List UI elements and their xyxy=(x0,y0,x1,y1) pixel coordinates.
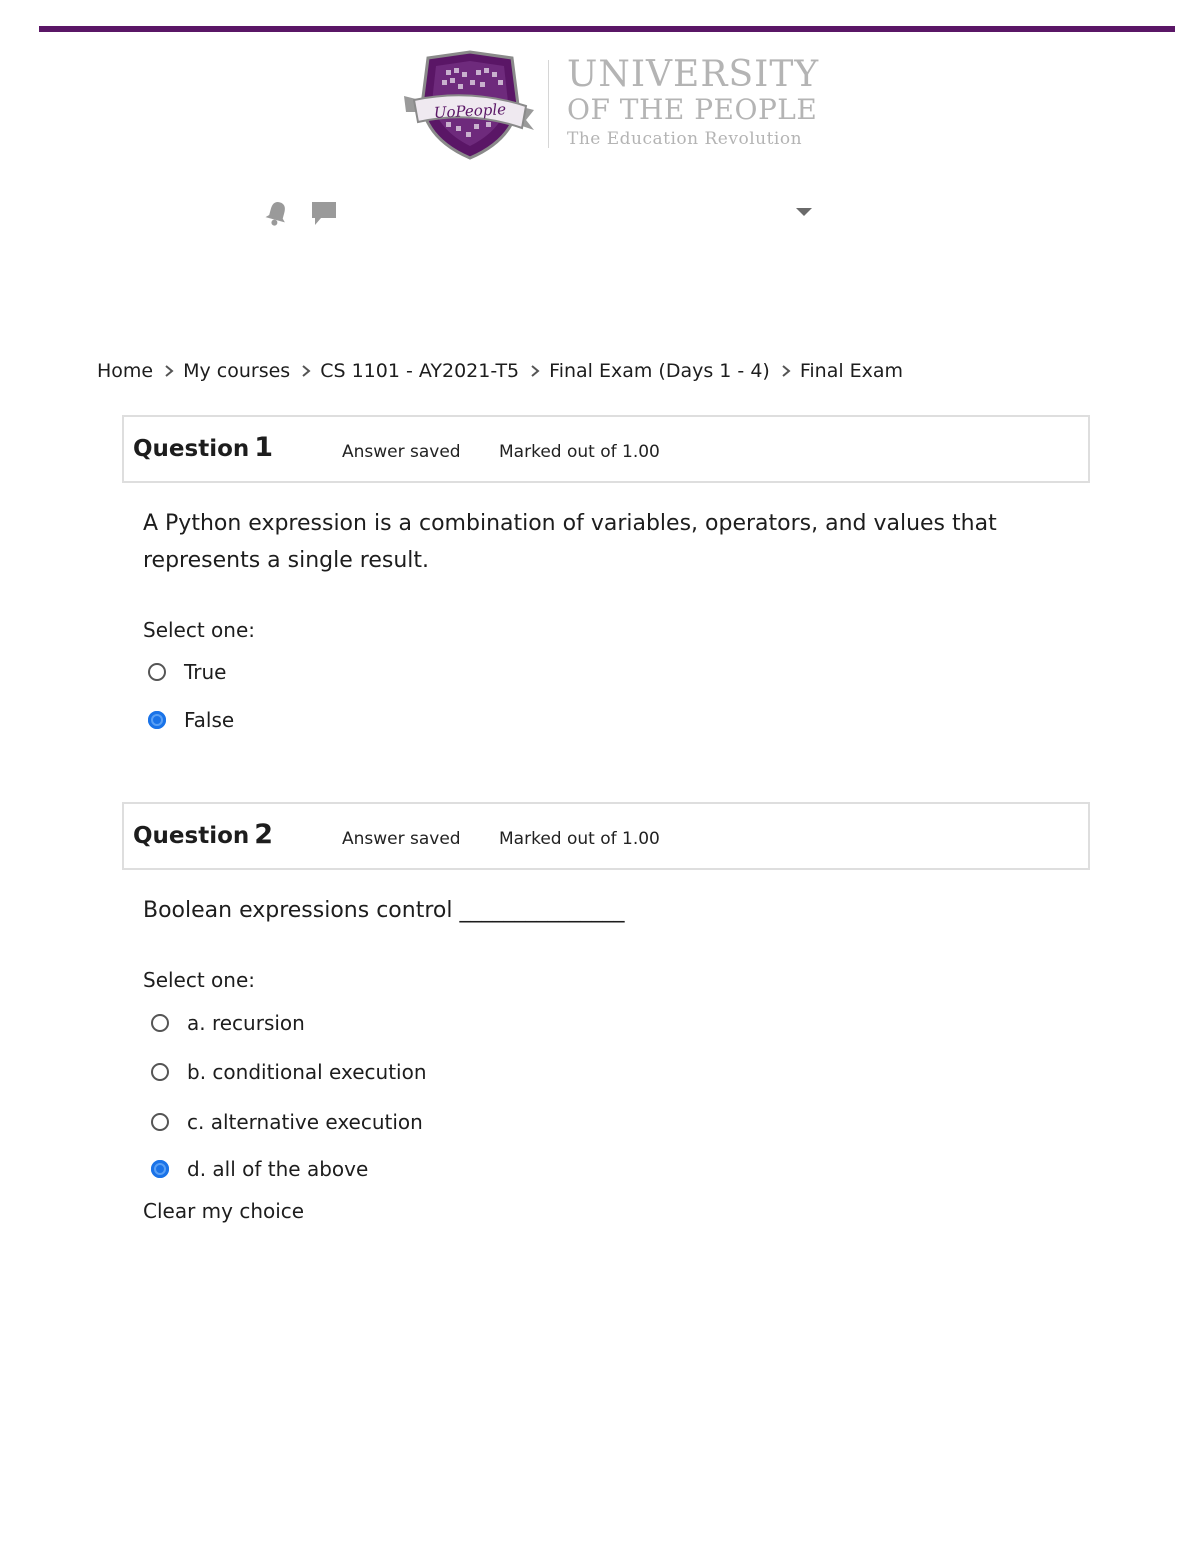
chevron-right-icon xyxy=(299,364,313,378)
question-1-grade: Marked out of 1.00 xyxy=(499,442,660,462)
radio-button[interactable] xyxy=(148,663,166,681)
logo-divider xyxy=(548,60,549,148)
question-1-text: A Python expression is a combination of variables, operators, and values that represents a single result. xyxy=(143,511,997,573)
caret-down-icon[interactable] xyxy=(795,206,813,218)
breadcrumb-final-exam[interactable]: Final Exam xyxy=(799,360,904,382)
breadcrumb-course[interactable]: CS 1101 - AY2021-T5 xyxy=(320,360,520,382)
question-1-option-false[interactable] xyxy=(148,708,234,732)
clear-my-choice-link[interactable]: Clear my choice xyxy=(143,1199,305,1223)
breadcrumb-home[interactable]: Home xyxy=(97,360,154,382)
site-logo[interactable] xyxy=(400,50,820,162)
logo-wordmark xyxy=(567,56,819,152)
question-label: Question xyxy=(133,436,250,462)
uopeople-shield-logo xyxy=(400,50,538,160)
chevron-right-icon xyxy=(528,364,542,378)
breadcrumb xyxy=(97,360,903,382)
question-1-state: Answer saved xyxy=(342,442,461,462)
option-label: b. conditional execution xyxy=(187,1060,427,1084)
radio-button[interactable] xyxy=(151,1014,169,1032)
question-1-option-true[interactable] xyxy=(148,660,226,684)
question-number: 2 xyxy=(254,819,274,850)
question-2-option-d[interactable] xyxy=(151,1157,368,1181)
radio-button[interactable] xyxy=(151,1063,169,1081)
chevron-right-icon xyxy=(162,364,176,378)
breadcrumb-my-courses[interactable]: My courses xyxy=(183,360,291,382)
question-2-info xyxy=(122,802,1090,870)
question-2-option-b[interactable] xyxy=(151,1060,427,1084)
question-2-prompt: Select one: xyxy=(143,968,256,992)
logo-tagline: The Education Revolution xyxy=(567,129,803,149)
option-label: c. alternative execution xyxy=(187,1110,423,1134)
question-1-title xyxy=(133,432,273,463)
top-accent-bar xyxy=(39,26,1175,32)
question-2-option-c[interactable] xyxy=(151,1110,423,1134)
option-label: d. all of the above xyxy=(187,1157,369,1181)
option-label: a. recursion xyxy=(187,1011,305,1035)
bell-icon[interactable] xyxy=(262,198,292,228)
logo-line-university: UNIVERSITY xyxy=(567,54,820,95)
question-label: Question xyxy=(133,823,250,849)
question-2-grade: Marked out of 1.00 xyxy=(499,829,660,849)
question-2-text: Boolean expressions control _______________ xyxy=(143,898,625,923)
shield-logo-text: UoPeople xyxy=(433,100,507,122)
question-1-info xyxy=(122,415,1090,483)
radio-button[interactable] xyxy=(151,1113,169,1131)
question-2-state: Answer saved xyxy=(342,829,461,849)
option-label: False xyxy=(184,708,235,732)
chevron-right-icon xyxy=(779,364,793,378)
question-2-title xyxy=(133,819,273,850)
breadcrumb-exam-section[interactable]: Final Exam (Days 1 - 4) xyxy=(549,360,770,382)
logo-line-of-the-people: OF THE PEOPLE xyxy=(567,93,818,126)
question-1-prompt: Select one: xyxy=(143,618,256,642)
chat-icon[interactable] xyxy=(309,198,339,228)
question-2-option-a[interactable] xyxy=(151,1011,305,1035)
radio-button-selected[interactable] xyxy=(148,711,166,729)
question-number: 1 xyxy=(254,432,274,463)
option-label: True xyxy=(184,660,227,684)
radio-button-selected[interactable] xyxy=(151,1160,169,1178)
